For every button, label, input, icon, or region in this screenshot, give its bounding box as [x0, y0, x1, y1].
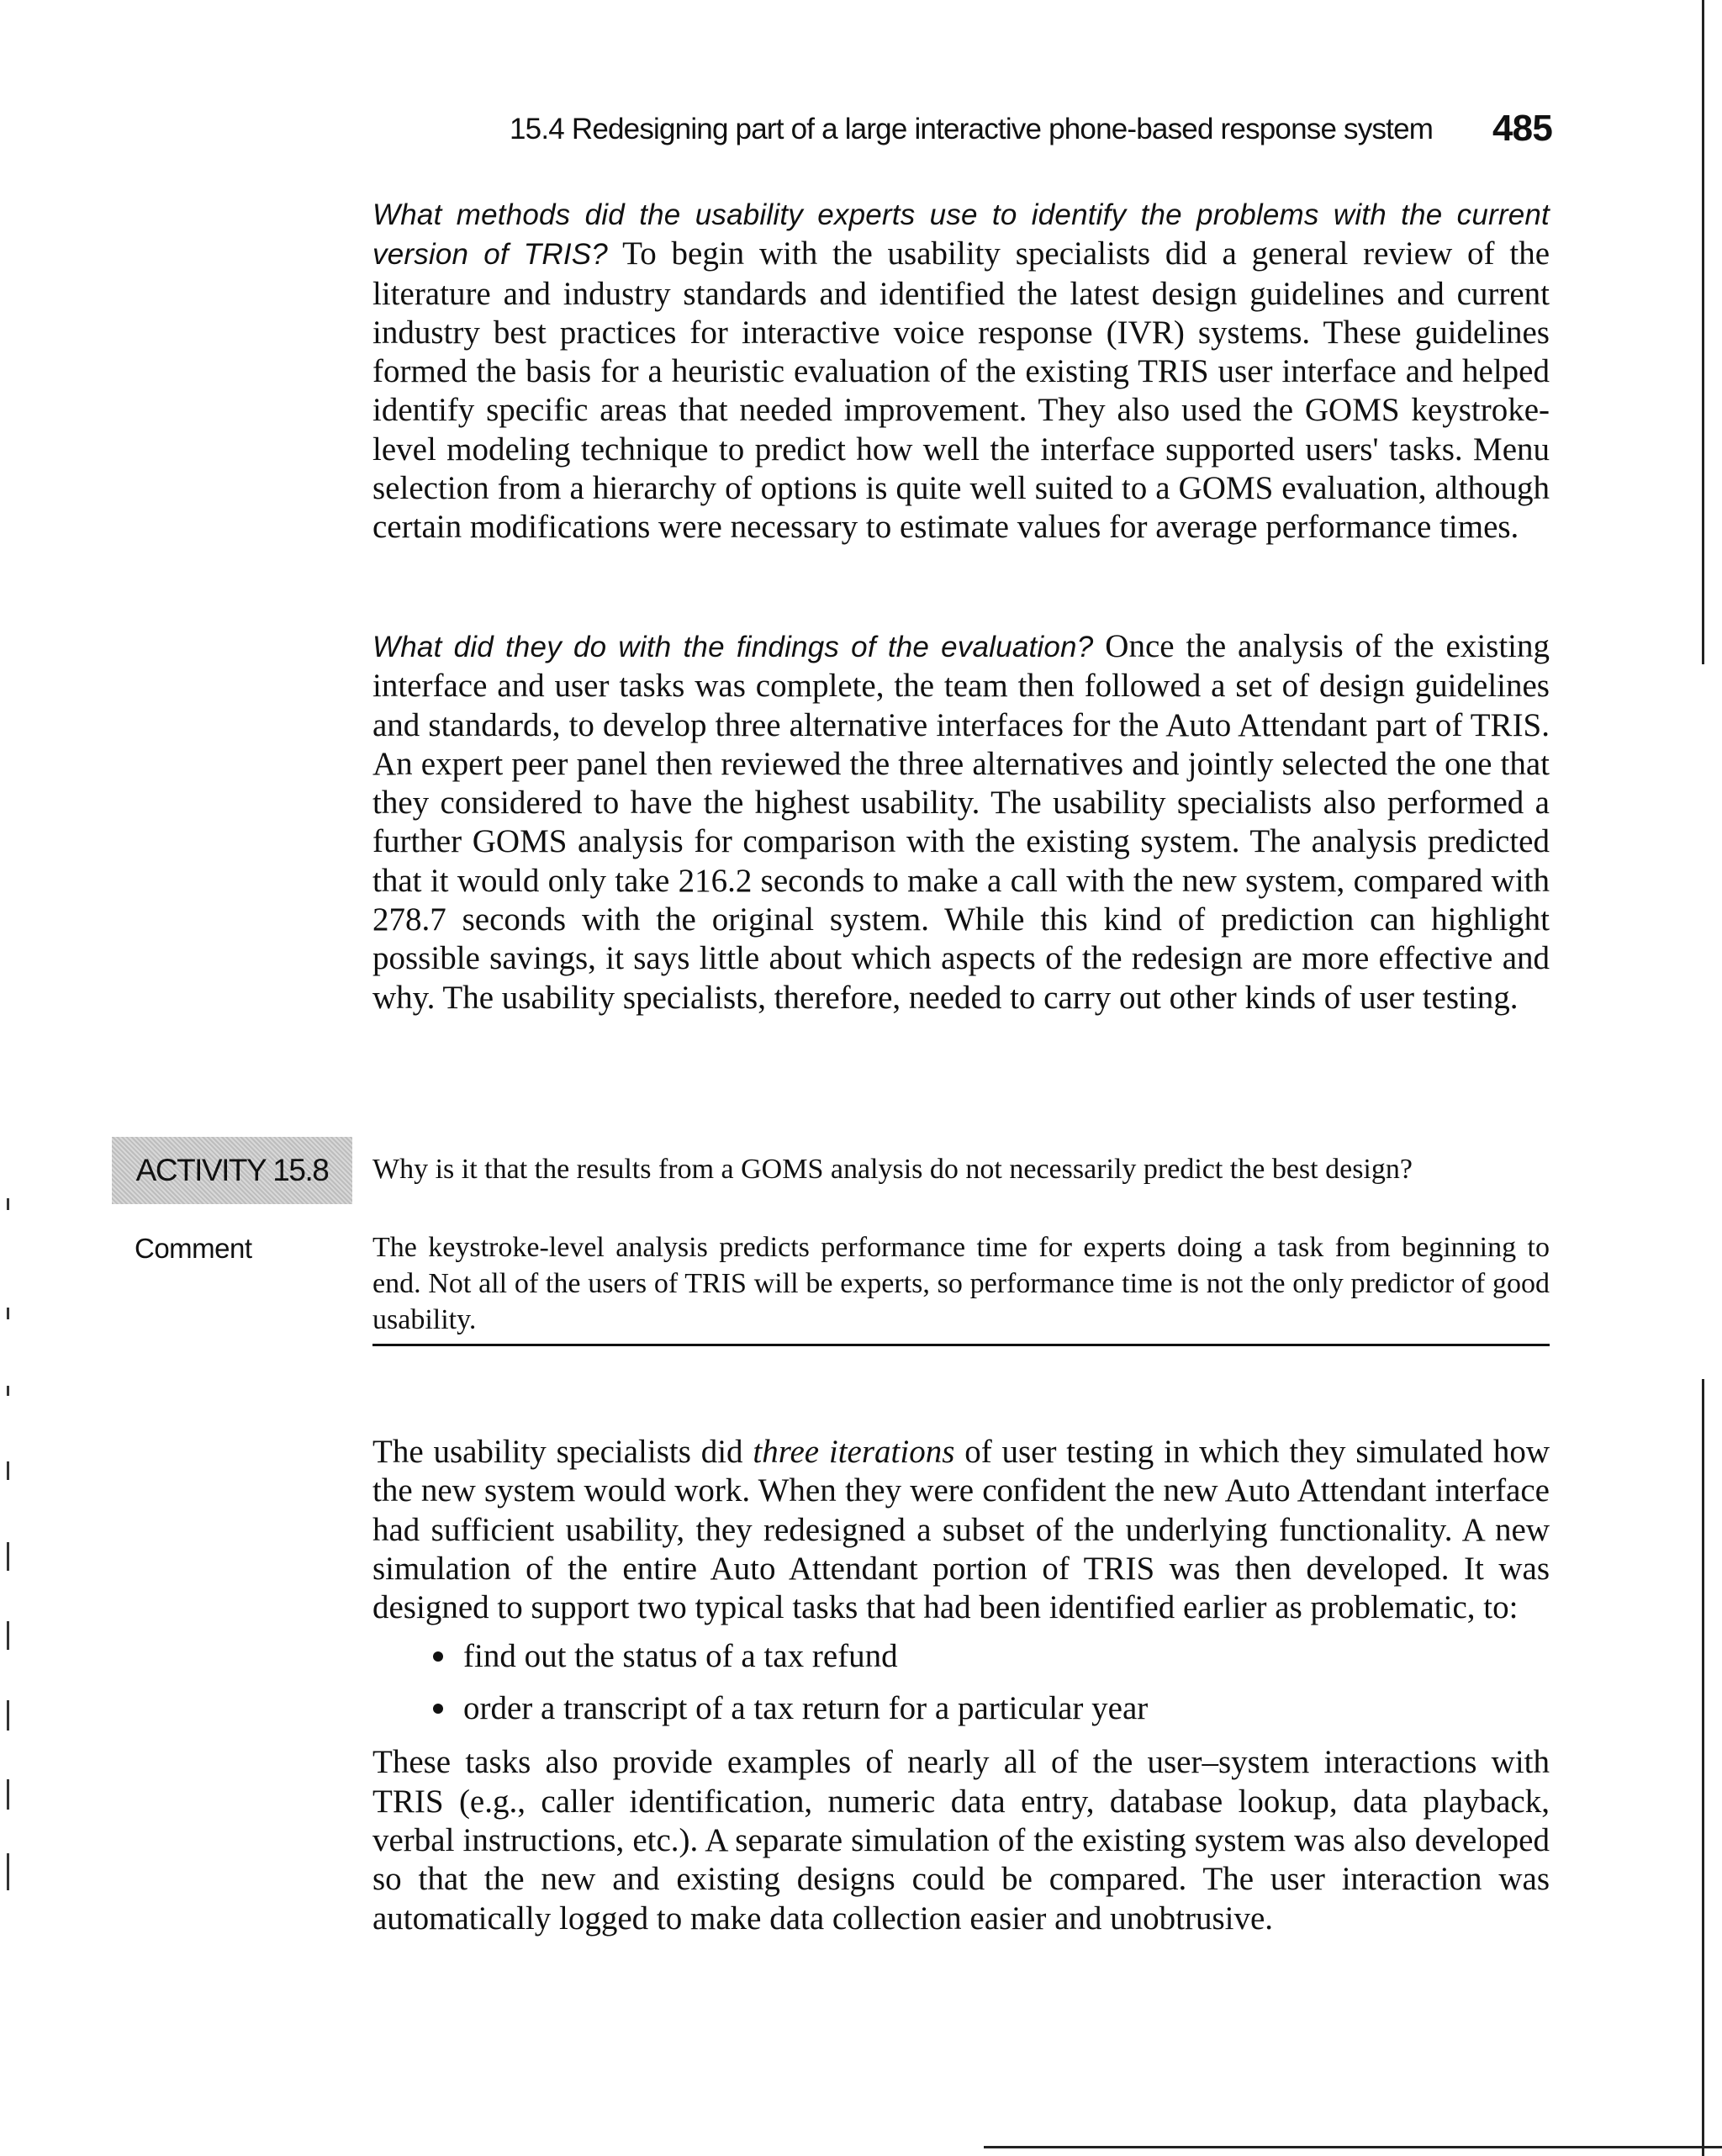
list-item-text: order a transcript of a tax return for a particular year [463, 1690, 1149, 1727]
margin-mark [7, 1621, 9, 1650]
section-title: 15.4 Redesigning part of a large interactive phone-based response system [510, 113, 1434, 145]
list-item [372, 1683, 1550, 1735]
paragraph-text: of user testing in which they simulated how the new system would work. When they were confident the new Auto Attendant interface had sufficient usability, they redesigned a subset of the underlying functionality. A new simulation of the entire Auto Attendant portion of TRIS was then developed. It was designed to support two typical tasks that had been identified earlier as problematic, to: [372, 1434, 1550, 1626]
margin-mark [7, 1700, 9, 1731]
activity-question: Why is it that the results from a GOMS analysis do not necessarily predict the best design? [372, 1154, 1413, 1185]
page-edge-rule [1702, 1379, 1704, 2156]
paragraph-findings [372, 627, 1550, 1017]
task-list [372, 1630, 1550, 1735]
paragraph-methods [372, 195, 1550, 547]
page-number: 485 [1492, 108, 1552, 149]
margin-mark [7, 1461, 9, 1480]
bullet-icon [433, 1704, 443, 1714]
margin-mark [7, 1542, 9, 1571]
margin-mark [7, 1198, 9, 1210]
margin-mark [7, 1386, 9, 1396]
margin-mark [7, 1853, 9, 1890]
comment-divider [372, 1344, 1550, 1346]
paragraph-iterations [372, 1433, 1550, 1938]
run-in-question: What did they do with the findings of the evaluation? [372, 631, 1094, 663]
comment-text: The keystroke-level analysis predicts performance time for experts doing a task from beginning to end. Not all of the users of TRIS will be experts, so performance time is not the only predictor of good usability. [372, 1232, 1550, 1335]
comment-label: Comment [135, 1233, 252, 1264]
paragraph-text: To begin with the usability specialists did a general review of the literature and industry standards and identified the latest design guidelines and current industry best practices for interactive voice response (IVR) systems. These guidelines formed the basis for a heuristic evaluation of the existing TRIS user interface and helped identify specific areas that needed improvement. They also used the GOMS keystroke-level modeling technique to predict how well the interface supported users' tasks. Menu selection from a hierarchy of options is quite well suited to a GOMS evaluation, although certain modifications were necessary to estimate values for average performance times. [372, 235, 1550, 546]
activity-badge [112, 1137, 352, 1204]
list-item-text: find out the status of a tax refund [463, 1638, 898, 1675]
bullet-icon [433, 1651, 443, 1662]
paragraph-text: Once the analysis of the existing interface and user tasks was complete, the team then followed a set of design guidelines and standards, to develop three alternative interfaces for the Auto Attendant part of TRIS. An expert peer panel then reviewed the three alternatives and jointly selected the one that they considered to have the highest usability. The usability specialists also performed a further GOMS analysis for comparison with the existing system. The analysis predicted that it would only take 216.2 seconds to make a call with the new system, compared with 278.7 seconds with the original system. While this kind of prediction can highlight possible savings, it says little about which aspects of the redesign are more effective and why. The usability specialists, therefore, needed to carry out other kinds of user testing. [372, 628, 1550, 1016]
bottom-rule [984, 2146, 1722, 2148]
run-in-question: What methods did the usability experts use to identify the problems with the current version of TRIS? [372, 198, 1550, 272]
activity-label: ACTIVITY 15.8 [135, 1153, 329, 1187]
paragraph-text: The usability specialists did [372, 1434, 753, 1470]
page-edge-rule [1702, 0, 1704, 664]
emphasis-text: three iterations [753, 1434, 955, 1470]
list-item [372, 1630, 1550, 1683]
running-header [510, 108, 1552, 149]
margin-mark [7, 1308, 9, 1319]
margin-mark [7, 1779, 9, 1810]
paragraph-text: These tasks also provide examples of nearly all of the user–system interactions with TRIS (e.g., caller identification, numeric data entry, database lookup, data playback, verbal instructions, etc.). A separate simulation of the existing system was also developed so that the new and existing designs could be compared. The user interaction was automatically logged to make data collection easier and unobtrusive. [372, 1744, 1550, 1937]
